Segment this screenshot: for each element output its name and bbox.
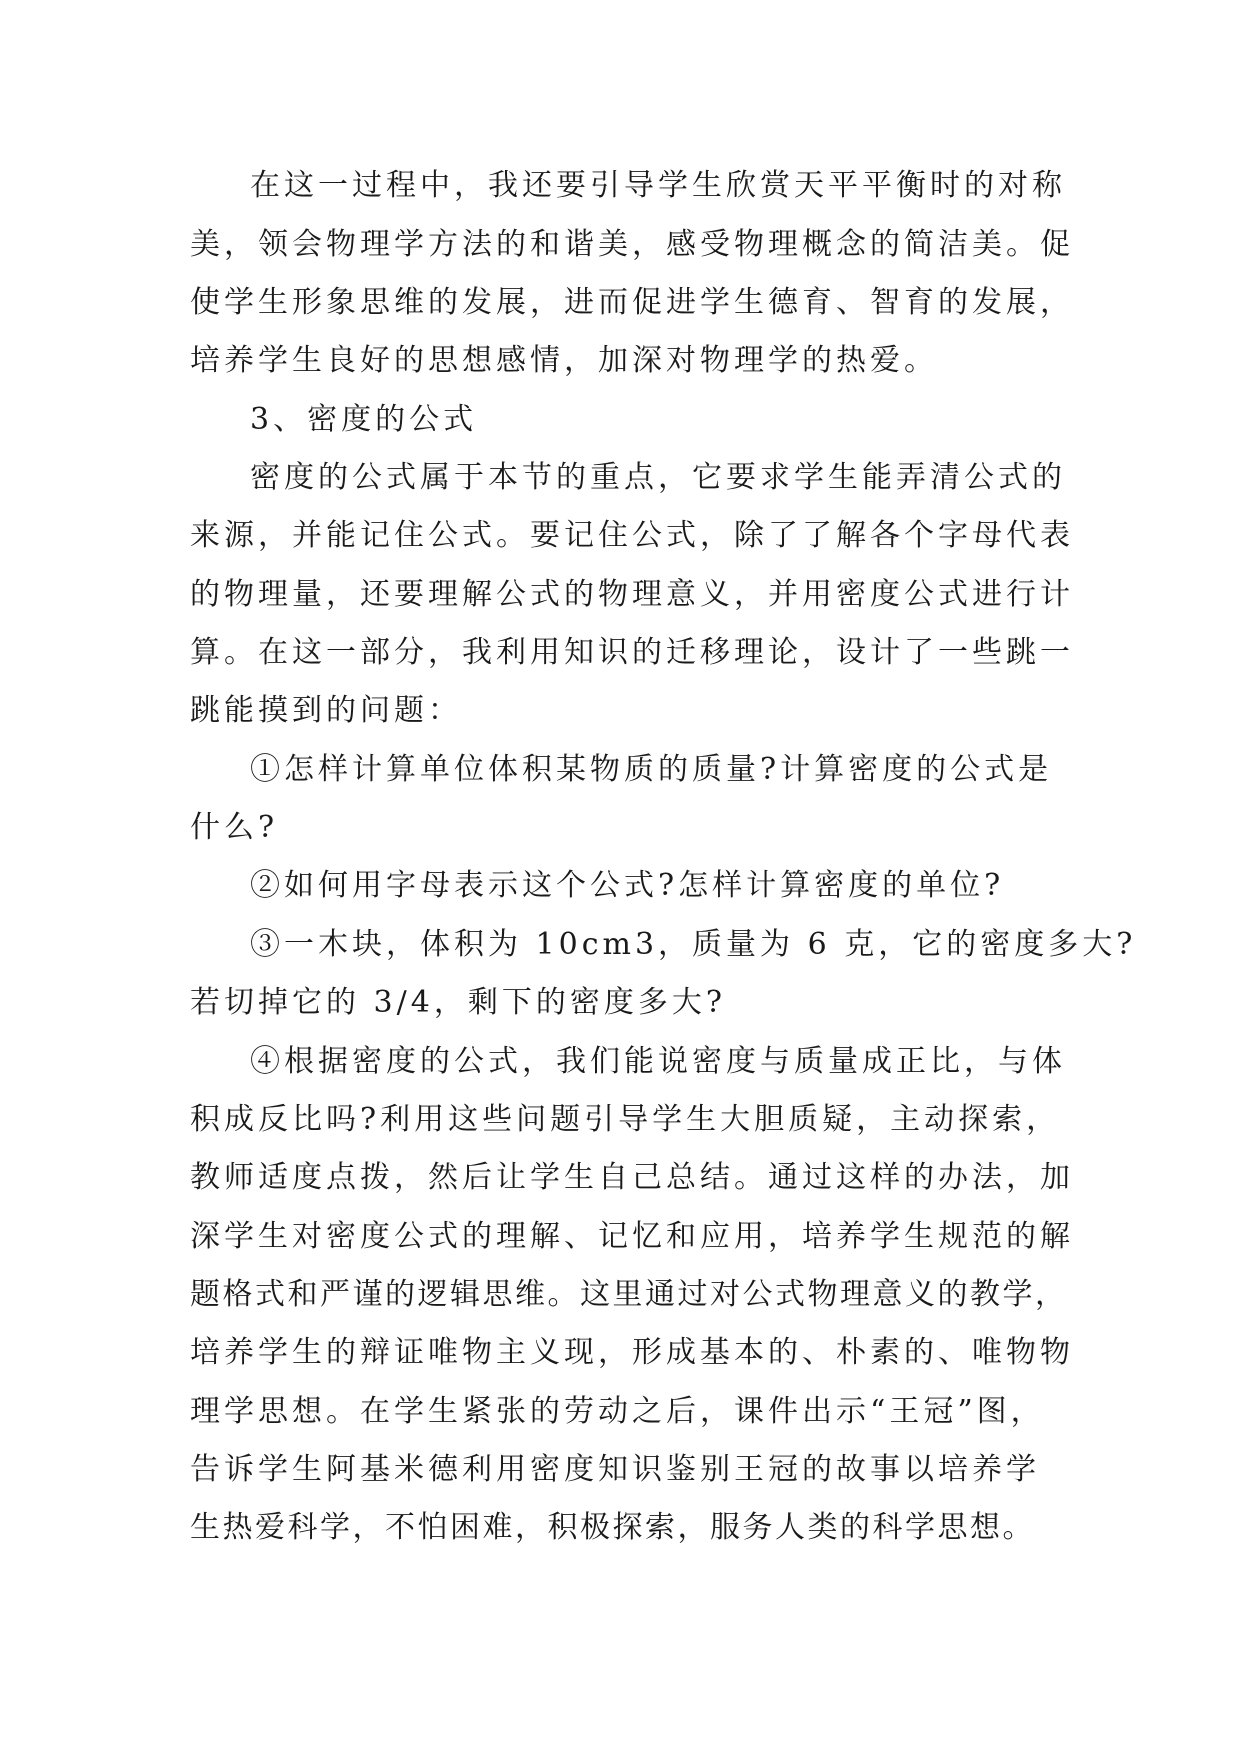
question-4-line-6: 培养学生的辩证唯物主义现，形成基本的、朴素的、唯物物 — [190, 1335, 1074, 1370]
question-2-line-1: ②如何用字母表示这个公式?怎样计算密度的单位? — [250, 868, 1005, 903]
question-4-line-9: 生热爱科学，不怕困难，积极探索，服务人类的科学思想。 — [190, 1510, 1035, 1545]
question-3-line-2: 若切掉它的 3/4，剩下的密度多大? — [190, 985, 726, 1020]
paragraph-1-line-1: 在这一过程中，我还要引导学生欣赏天平平衡时的对称 — [250, 168, 1066, 203]
question-4-line-5: 题格式和严谨的逻辑思维。这里通过对公式物理意义的教学， — [190, 1277, 1068, 1312]
paragraph-2-line-1: 密度的公式属于本节的重点，它要求学生能弄清公式的 — [250, 460, 1066, 495]
question-3-line-1: ③一木块，体积为 10cm3，质量为 6 克，它的密度多大? — [250, 927, 1137, 962]
section-heading: 3、密度的公式 — [250, 402, 478, 437]
paragraph-2-line-2: 来源，并能记住公式。要记住公式，除了了解各个字母代表 — [190, 518, 1074, 553]
question-1-line-1: ①怎样计算单位体积某物质的质量?计算密度的公式是 — [250, 752, 1053, 787]
question-4-line-7: 理学思想。在学生紧张的劳动之后，课件出示“王冠”图， — [190, 1394, 1045, 1429]
paragraph-1-line-2: 美，领会物理学方法的和谐美，感受物理概念的简洁美。促 — [190, 227, 1074, 262]
paragraph-2-line-5: 跳能摸到的问题： — [190, 693, 462, 728]
question-4-line-1: ④根据密度的公式，我们能说密度与质量成正比，与体 — [250, 1044, 1066, 1079]
question-4-line-8: 告诉学生阿基米德利用密度知识鉴别王冠的故事以培养学 — [190, 1452, 1040, 1487]
paragraph-2-line-4: 算。在这一部分，我利用知识的迁移理论，设计了一些跳一 — [190, 635, 1074, 670]
question-4-line-3: 教师适度点拨，然后让学生自己总结。通过这样的办法，加 — [190, 1160, 1074, 1195]
question-1-line-2: 什么? — [190, 810, 279, 845]
question-4-line-4: 深学生对密度公式的理解、记忆和应用，培养学生规范的解 — [190, 1219, 1074, 1254]
paragraph-1-line-3: 使学生形象思维的发展，进而促进学生德育、智育的发展， — [190, 285, 1074, 320]
paragraph-2-line-3: 的物理量，还要理解公式的物理意义，并用密度公式进行计 — [190, 577, 1074, 612]
paragraph-1-line-4: 培养学生良好的思想感情，加深对物理学的热爱。 — [190, 343, 938, 378]
question-4-line-2: 积成反比吗?利用这些问题引导学生大胆质疑，主动探索， — [190, 1102, 1061, 1137]
